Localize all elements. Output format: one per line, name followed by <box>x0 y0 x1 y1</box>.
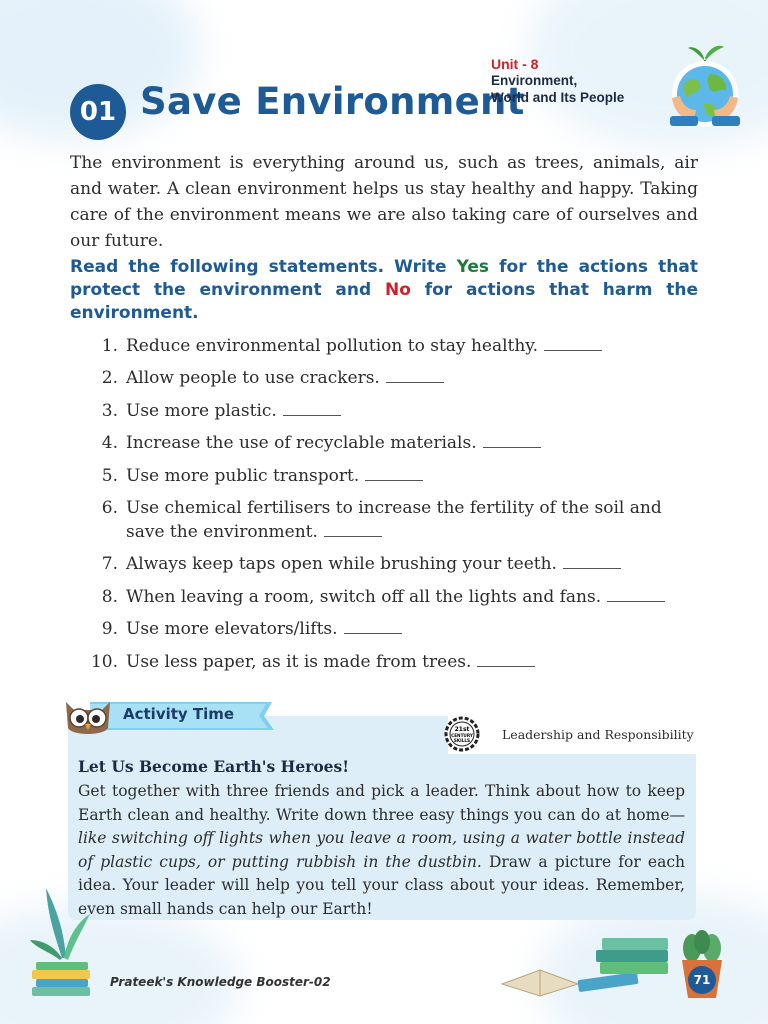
statement-text: Reduce environmental pollution to stay healthy. <box>126 336 539 356</box>
skills-icon-text3: SKILLS <box>453 738 471 743</box>
statement-number: 10. <box>90 651 118 672</box>
statement-text: Allow people to use crackers. <box>126 368 380 389</box>
lesson-number-badge: 01 <box>70 84 126 140</box>
statement-text: Use more plastic. <box>126 400 277 421</box>
statement-number: 2. <box>101 368 118 389</box>
statement-number: 8. <box>101 586 118 607</box>
intro-paragraph: The environment is everything around us, such as trees, animals, air and water. A clean environment helps us stay healthy and happy. Taking care of the environment means we are also taking care of ourselves and our future. <box>70 153 698 251</box>
answer-blank[interactable] <box>324 523 382 537</box>
statement-number: 9. <box>101 619 118 640</box>
statement-item <box>78 552 700 576</box>
statement-item <box>78 496 700 544</box>
no-word: No <box>384 280 411 300</box>
statement-number: 3. <box>101 400 118 421</box>
statement-text: Use less paper, as it is made from trees. <box>126 651 472 672</box>
activity-body-part2: Draw a picture for each idea. Your leader will help you tell your class about your ideas. Remember, even small hands can help our Earth! <box>78 852 685 918</box>
statement-text: Use chemical fertilisers to increase the fertility of the soil and save the environment. <box>126 497 662 542</box>
skills-label: Leadership and Responsibility <box>502 727 694 742</box>
activity-title: Activity Time <box>123 705 235 723</box>
yes-word: Yes <box>456 257 490 277</box>
unit-name-line2: World and Its People <box>491 90 625 105</box>
statement-number: 7. <box>101 554 118 575</box>
statement-item <box>78 650 700 674</box>
owl-icon <box>60 694 116 740</box>
statement-text: When leaving a room, switch off all the lights and fans. <box>126 586 602 607</box>
globe-in-hands-icon <box>664 38 746 128</box>
statement-item <box>78 334 700 358</box>
skills-icon-text2: CENTURY <box>451 733 473 738</box>
statement-number: 1. <box>101 336 118 356</box>
book-name: Prateek's Knowledge Booster-02 <box>110 975 331 989</box>
statement-item <box>78 431 700 455</box>
statement-item <box>78 366 700 390</box>
answer-blank[interactable] <box>386 369 444 383</box>
century-skills-icon <box>444 716 480 752</box>
instruction-text <box>70 256 698 325</box>
statement-item <box>78 617 700 641</box>
books-icon <box>498 926 678 1006</box>
statement-text: Increase the use of recyclable materials. <box>126 433 477 454</box>
unit-name-line1: Environment, <box>491 73 578 88</box>
answer-blank[interactable] <box>563 555 621 569</box>
statement-number: 4. <box>101 433 118 454</box>
instruction-part1: Read the following statements. Write <box>70 257 457 277</box>
skills-icon-text1: 21st <box>454 726 470 733</box>
activity-body-italic: like switching off lights when you leave a room, using a water bottle instead of plastic cups, or putting rubbish in the dustbin. <box>78 829 685 871</box>
statement-text: Use more public transport. <box>126 465 360 486</box>
statement-list <box>78 334 700 682</box>
unit-info <box>491 56 624 106</box>
activity-body-part1: Get together with three friends and pick a leader. Think about how to keep Earth clean and healthy. Write down three easy things you can do at home— <box>78 782 685 824</box>
answer-blank[interactable] <box>607 588 665 602</box>
plant-stack-icon <box>26 878 98 998</box>
activity-body <box>78 780 685 921</box>
answer-blank[interactable] <box>477 653 535 667</box>
page-title: Save Environment <box>140 80 525 123</box>
answer-blank[interactable] <box>483 434 541 448</box>
answer-blank[interactable] <box>283 402 341 416</box>
instruction-part2: for the actions that protect the environment and <box>70 257 698 300</box>
statement-item <box>78 585 700 609</box>
unit-label: Unit - 8 <box>491 56 539 72</box>
statement-item <box>78 399 700 423</box>
statement-item <box>78 464 700 488</box>
answer-blank[interactable] <box>365 467 423 481</box>
statement-text: Always keep taps open while brushing your teeth. <box>126 554 557 575</box>
statement-number: 5. <box>101 465 118 486</box>
statement-number: 6. <box>101 497 118 518</box>
answer-blank[interactable] <box>544 337 602 351</box>
instruction-part3: for actions that harm the environment. <box>70 280 698 323</box>
answer-blank[interactable] <box>344 620 402 634</box>
statement-text: Use more elevators/lifts. <box>126 619 338 640</box>
activity-heading: Let Us Become Earth's Heroes! <box>78 757 350 776</box>
page-number: 71 <box>688 966 716 994</box>
